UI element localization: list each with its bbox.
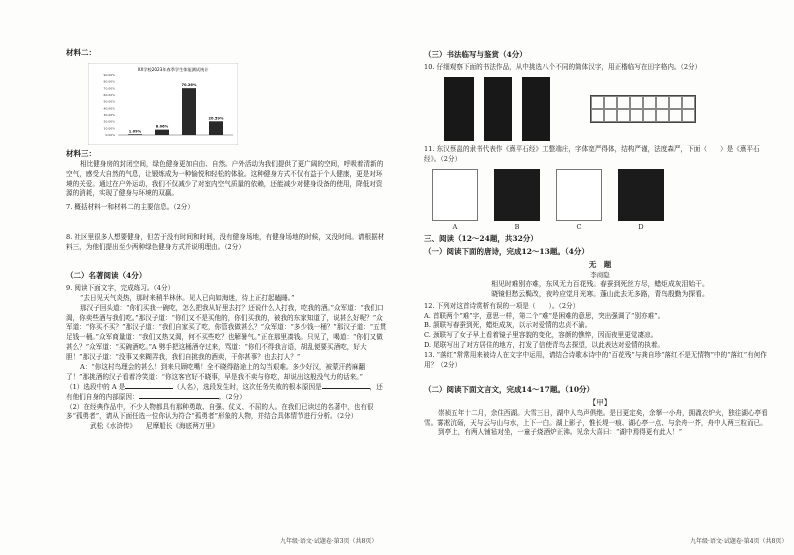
calligraphy-option-a[interactable] bbox=[432, 169, 478, 221]
y-tick-label: 30.00% bbox=[103, 112, 115, 117]
y-tick-label: 70.00% bbox=[103, 86, 115, 91]
bar-data-label: 70.26% bbox=[181, 83, 197, 88]
y-tick-label: 0.00% bbox=[105, 132, 115, 137]
tianzi-grid[interactable] bbox=[590, 95, 696, 123]
q9-1-blank-3[interactable] bbox=[139, 398, 219, 399]
question-9: 9. 阅读下面文字，完成练习。（4分） bbox=[66, 283, 175, 292]
option-label-c: C bbox=[576, 222, 582, 231]
reading-part-2-title: （二）阅读下面文言文，完成14～17题。（10分） bbox=[424, 384, 595, 394]
question-12: 12. 下列对这首诗赏析有误的一项是（ ）。（2分） bbox=[424, 301, 580, 310]
y-tick-label: 60.00% bbox=[103, 92, 115, 97]
y-tick-label: 40.00% bbox=[103, 106, 115, 111]
calligraphy-option-d[interactable] bbox=[618, 169, 664, 221]
fitness-chart bbox=[88, 63, 238, 145]
chart-title: XX学校2023年春季学生体能测试统计 bbox=[137, 66, 209, 72]
poem-author: 李商隐 bbox=[590, 270, 610, 279]
option-label-d: D bbox=[638, 222, 644, 231]
option-label-b: B bbox=[514, 222, 520, 231]
q12-option-a: A. 首联两个“难”字，意思一样，第二个“难”是困难的意思，突出强调了“别亦难”。 bbox=[424, 311, 665, 320]
calligraphy-option-c[interactable] bbox=[556, 169, 602, 221]
passage-line-3: A：“你这村鸟理会的甚么！到来只顾吃嘴！全不晓得路途上的勾当艰难。多少好汉，被蒙汗药麻翻了！”那挑酒的汉子看着冷笑道：“你这客官好不晓事，早是我不卖与你吃，却说出这般没气力的话来。” bbox=[66, 362, 366, 381]
poem-line-1: 相见时难别亦难，东风无力百花残。春蚕到死丝方尽，蜡炬成灰泪始干。 bbox=[491, 280, 709, 289]
option-label-a: A bbox=[452, 222, 458, 231]
passage-line-1: “去日见天气炎热，那时来稍半林休。见人已向如海迷，待上正打起瞌睡。” bbox=[80, 293, 295, 302]
question-13: 13. “落红”常常用来被诗人在文字中运用，请结合诗歌本诗中的“百花残”与龚自珍“落红不是无情物”中的“落红”有何作用？（2分） bbox=[424, 351, 767, 370]
q9-2-options: 武松《水浒传》 尼摩船长《海底两万里》 bbox=[90, 422, 219, 431]
y-tick-label: 10.00% bbox=[103, 126, 115, 131]
bar-data-label: 1.09% bbox=[128, 129, 142, 134]
poem-title: 无 题 bbox=[588, 259, 612, 269]
section-3-title: （三）书法临写与鉴赏（4分） bbox=[424, 50, 527, 59]
q12-option-b: B. 颔联写春蚕到死，蜡炬成灰，以示对爱情的忠贞不渝。 bbox=[424, 321, 592, 330]
question-11: 11. 东汉蔡邕的隶书代表作《熹平石经》工整端庄，字体宽严得体，结构严谨，法度森严，下面（ ）是《熹平石经》。（2分） bbox=[424, 144, 760, 163]
q9-1-prefix: （1）选段中的 A 是 bbox=[66, 382, 126, 391]
calligraphy-rubbing-3 bbox=[522, 77, 550, 141]
question-7: 7. 概括材料一和材料二的主要信息。（2分） bbox=[66, 203, 194, 212]
q9-1-score: 。（2分） bbox=[218, 392, 246, 401]
section-2-title: （二）名著阅读（4分） bbox=[66, 270, 147, 280]
y-tick-label: 20.00% bbox=[103, 119, 115, 124]
calligraphy-rubbing-1 bbox=[444, 77, 474, 141]
right-column bbox=[424, 48, 776, 438]
chart-bar bbox=[209, 121, 223, 135]
chart-bar bbox=[155, 130, 169, 135]
y-tick-label: 80.00% bbox=[103, 79, 115, 84]
reading-part-1-title: （一）阅读下面的唐诗，完成12～13题。（4分） bbox=[424, 246, 589, 256]
reading-section-title: 三、阅读（12～24题，共32分） bbox=[424, 233, 538, 243]
bar-data-label: 8.06% bbox=[155, 124, 169, 129]
q12-option-d: D. 尾联写出了对方居住的地方，打发了信使青鸟去探望，以此表达对爱情的执着。 bbox=[424, 341, 665, 350]
bar-data-label: 20.59% bbox=[208, 116, 224, 121]
chart-bar bbox=[182, 88, 196, 135]
material3-text: 相比健身房的封闭空间，绿色健身更加自由、自然。户外活动为我们提供了更广阔的空间，呼吸着清新的空气，感受大自然的气息，让锻炼成为一种愉悦和轻松的体验。这种健身方式不仅有益于个人健康，更是对环境的关爱。通过在户外运动，我们不仅减少了对室内空气质量的依赖，还能减少对健身设备的使用，降低对资源的消耗，实现了健身与环境的双赢。 bbox=[66, 159, 384, 198]
question-8: 8. 社区里很多人想要健身，但苦于没有时间和时间，没有健身场地，有健身场地的时候，又没时间。请根据材料三，为他们提出至少两种绿色健身方式并说明理由。（2分） bbox=[66, 233, 385, 252]
left-column bbox=[66, 48, 388, 432]
wenyan-para-2: 到亭上，有两人铺毡对坐，一童子烧酒炉正沸。见余大喜曰：“湖中焉得更有此人！” bbox=[438, 428, 683, 437]
question-9-2: （2）在经典作品中，不少人物都具有那种勇敢、自强、仗义、不屈的人。在我们已读过的名著中，也有很多“孤勇者”，请从下面任选一位你认为符合“孤勇者”形象的人物，并结合具体情节进行分析。（2分） bbox=[66, 402, 374, 421]
calligraphy-option-b[interactable] bbox=[494, 169, 540, 221]
q9-1-mid: （人名），选段发生时，这次任务失败的根本原因是 bbox=[173, 382, 322, 391]
y-tick-label: 90.00% bbox=[103, 72, 115, 77]
y-tick-label: 50.00% bbox=[103, 99, 115, 104]
text-jia-label: 【甲】 bbox=[588, 397, 612, 407]
material3-label: 材料三： bbox=[66, 148, 96, 158]
question-10: 10. 仔细观察下面的书法作品，从中挑选八个不同的简体汉字，用正楷临写在田字格内。（2分） bbox=[424, 62, 702, 71]
wenyan-para-1: 崇祯五年十二月，余住西湖。大雪三日，湖中人鸟声俱绝。是日更定矣，余拏一小舟，拥毳衣炉火，独往湖心亭看雪。雾凇沆砀，天与云与山与水，上下一白。湖上影子，惟长堤一痕、湖心亭一点、与余舟一芥，舟中人两三粒而已。 bbox=[424, 408, 768, 427]
q9-1-blank-1[interactable] bbox=[125, 388, 173, 389]
calligraphy-rubbing-2 bbox=[484, 77, 512, 141]
poem-line-2: 晓镜但愁云鬓改，夜吟应觉月光寒。蓬山此去无多路，青鸟殷勤为探看。 bbox=[491, 289, 709, 298]
chart-bar bbox=[128, 134, 142, 135]
right-footer: 九年级·语文·试题卷·第4页（共8页） bbox=[690, 538, 788, 546]
q9-1-tail: ，还有他们自身的内部原因： bbox=[66, 382, 383, 401]
left-footer: 九年级·语文·试题卷·第3页（共8页） bbox=[280, 538, 378, 546]
q9-1-blank-2[interactable] bbox=[322, 388, 370, 389]
material2-label: 材料二： bbox=[66, 48, 96, 57]
passage-line-2: 那汉子回头道：“你们买我一碗吃，怎么把我从好里去打？还说什么人打我，吃我的酒。”众军道：“我们口渴，你卖些酒与我们吃。”那汉子道：“你们又不是买他的，你们买我的，被我的东家知道了，说甚么好呢？”众军道：“你买不买？”那汉子道：“我们自家买了吃，你管我做甚么？”众军道：“多少钱一桶？”那汉子道：“五贯足钱一桶。”众军商量道：“我们又热又渴，何不买些吃？也解暑气。”正在那里凑钱。只见了，喝道：“你们又做甚么？”众军道：“买碗酒吃。”A 劈手把这桶酒夺过来，骂道：“你们不得我言语，胡乱便要买酒吃，好大胆！”那汉子道：“没事又来糊弄我，我们自挑我的酒卖，干你甚事？也去打人？” bbox=[66, 303, 387, 362]
q12-option-c: C. 颈联写了女子早上看着镜子里容貌的变化，容颜的憔悴，因而夜里更觉凄凉。 bbox=[424, 331, 658, 340]
chart-svg bbox=[88, 63, 238, 145]
